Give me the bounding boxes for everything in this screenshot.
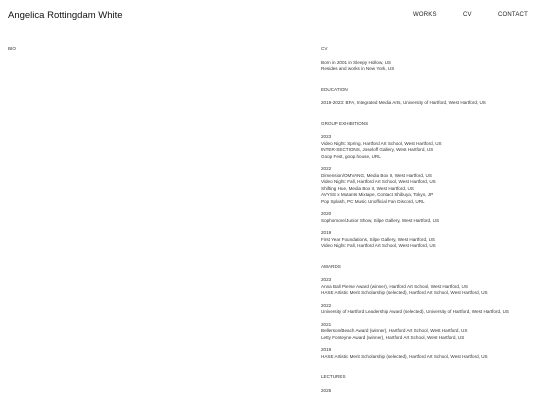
bio-label: BIO xyxy=(8,46,16,51)
group-exhibitions-heading: GROUP EXHIBITIONS xyxy=(321,120,369,126)
nav-works-link[interactable]: WORKS xyxy=(413,12,437,18)
cv-intro xyxy=(321,60,536,73)
lectures-list xyxy=(321,388,536,395)
exhibition-entry: Pop Splash, PC Music Unofficial Fan Discord, URL xyxy=(321,198,425,204)
award-entry: HASE Artistic Merit Scholarship (selected), Hartford Art School, West Hartford, US xyxy=(321,353,488,359)
year-label: 2023 xyxy=(321,277,332,282)
awards-list xyxy=(321,277,536,360)
award-entry: HASE Artistic Merit Scholarship (selected), Hartford Art School, West Hartford, US xyxy=(321,290,488,295)
lectures-heading: LECTURES xyxy=(321,374,346,379)
exhibition-entry: AVYSS x Mutants Mixtape, Contact Shibuya, Tokyo, JP xyxy=(321,192,434,197)
award-entry: Anna Ball Pierse Award (winner), Hartford Art School, West Hartford, US xyxy=(321,283,468,289)
nav-contact-link[interactable]: CONTACT xyxy=(498,12,528,18)
awards-heading: AWARDS xyxy=(321,263,341,269)
year-label: 2019 xyxy=(321,230,332,235)
award-entry: University of Hartford Leadership Award (selected), University of Hartford, West Hartford, US xyxy=(321,309,509,314)
year-label: 2020 xyxy=(321,211,332,216)
education-entry: 2019-2023: BFA, Integrated Media Arts, University of Hartford, West Hartford, US xyxy=(321,100,486,105)
cv-column xyxy=(321,46,536,394)
exhibition-entry: First Year Foundations, Silpe Gallery, West Hartford, US xyxy=(321,236,435,242)
site-title[interactable]: Angelica Rottingdam White xyxy=(8,10,123,21)
cv-intro-line: Born in 2001 in Sleepy Hollow, US xyxy=(321,59,391,65)
award-entry: Letty Fonteyne Award (winner), Hartford Art School, West Hartford, US xyxy=(321,334,465,340)
nav-cv-link[interactable]: CV xyxy=(463,12,472,18)
exhibition-entry: Video Night: Spring, Hartford Art School, West Hartford, US xyxy=(321,140,442,146)
education-heading: EDUCATION xyxy=(321,86,348,92)
year-label: 2019 xyxy=(321,347,332,352)
exhibition-entry: Sophomore/Junior Show, Silpe Gallery, West Hartford, US xyxy=(321,217,440,223)
group-exhibitions-list xyxy=(321,134,536,250)
award-entry: Bellerson/Beach Award (winner), Hartford Art School, West Hartford, US xyxy=(321,328,468,333)
year-label: 2022 xyxy=(321,166,332,171)
year-label: 2022 xyxy=(321,302,332,308)
exhibition-entry: INTER-SECTIONS, Joseloff Gallery, West Hartford, US xyxy=(321,147,434,152)
exhibition-entry: Shifting Hue, Media Box II, West Hartford, US xyxy=(321,185,414,191)
exhibition-entry: Dimension/OMVANG, Media Box II, West Hartford, US xyxy=(321,172,432,178)
year-label: 2021 xyxy=(321,321,332,327)
cv-heading: CV xyxy=(321,46,328,51)
exhibition-entry: Goop Fest, goop.house, URL xyxy=(321,153,381,159)
year-label: 2025 xyxy=(321,387,332,393)
exhibition-entry: Video Night: Fall, Hartford Art School, West Hartford, US xyxy=(321,179,436,184)
exhibition-entry: Video Night: Fall, Hartford Art School, West Hartford, US xyxy=(321,243,436,248)
cv-intro-line: Resides and works in New York, US xyxy=(321,66,395,71)
year-label: 2023 xyxy=(321,134,332,139)
